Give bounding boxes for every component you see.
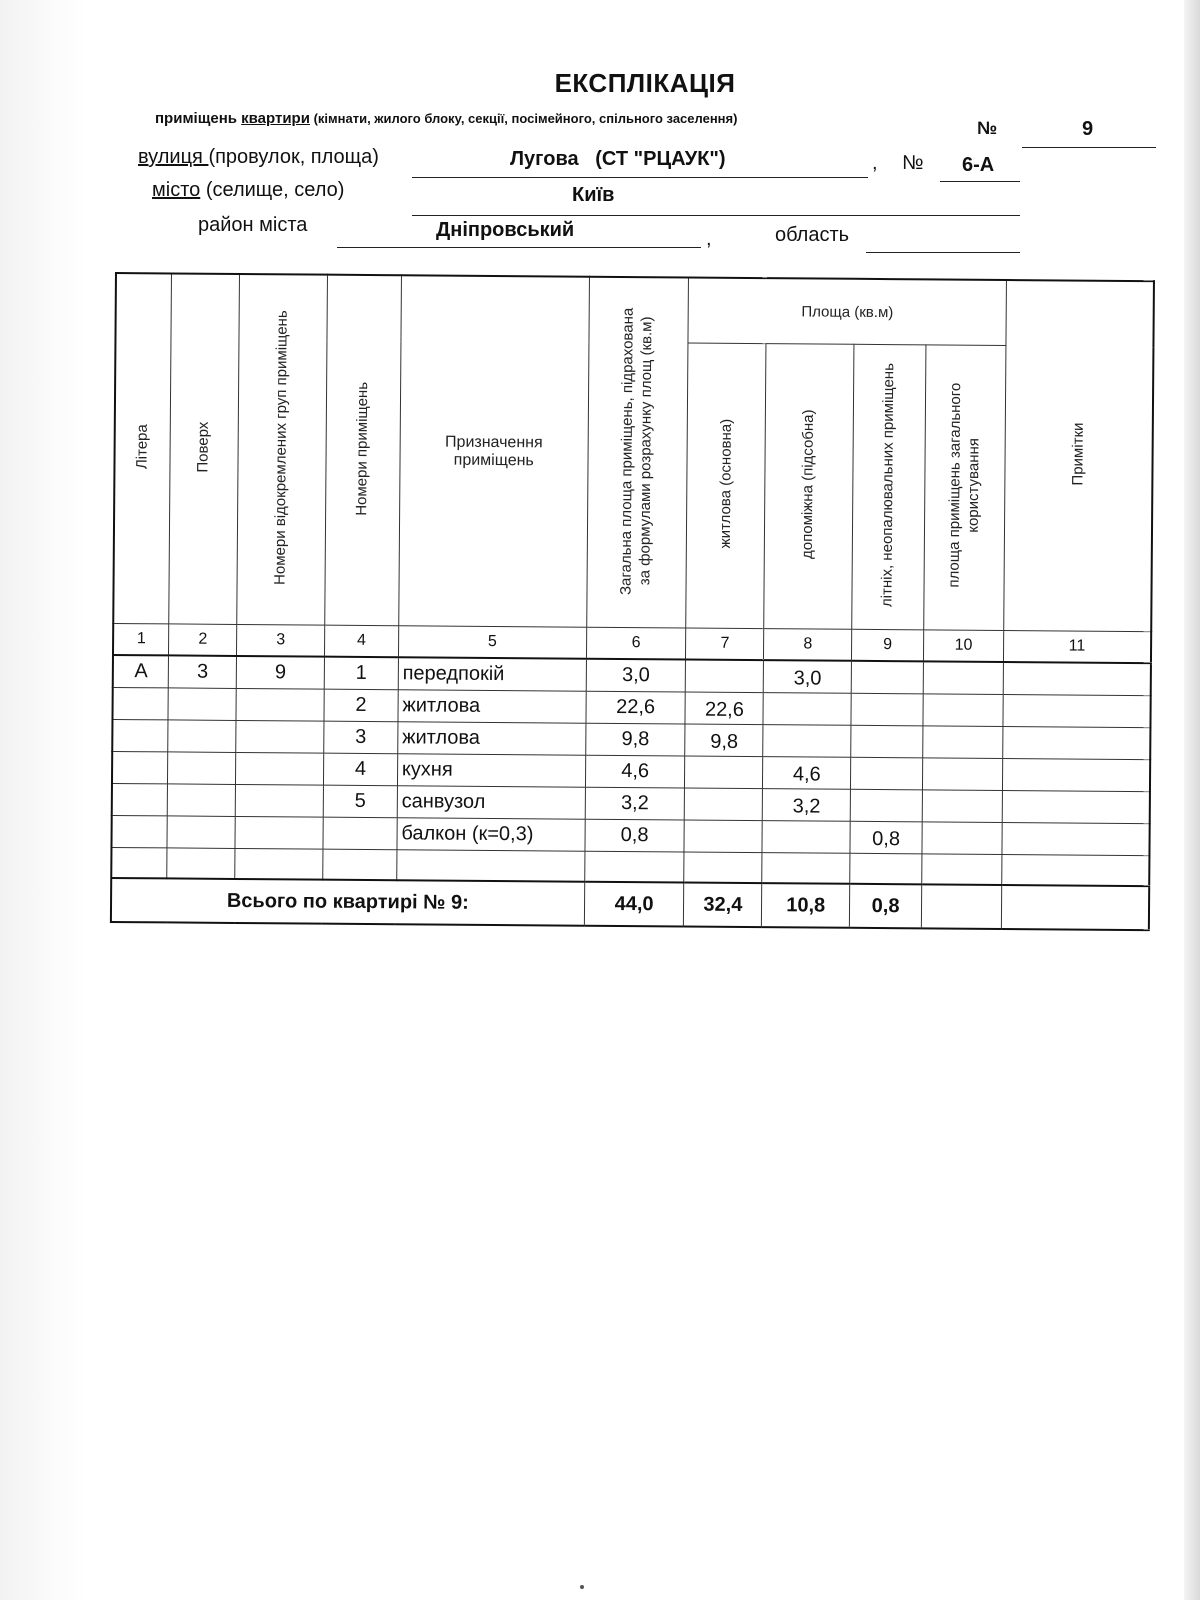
- district-value: Дніпровський: [436, 219, 575, 241]
- column-number: 11: [1003, 630, 1151, 663]
- column-number: 6: [586, 627, 686, 659]
- cell-notes: [1002, 758, 1150, 791]
- premises-type: квартири: [241, 110, 310, 127]
- cell-aux: 3,0: [764, 660, 852, 693]
- apartment-no-value: 9: [1082, 118, 1094, 140]
- cell-purpose: передпокій: [398, 657, 586, 691]
- column-number: 4: [324, 625, 398, 657]
- building-no-label: №: [902, 152, 924, 174]
- cell-summer: [851, 661, 923, 694]
- cell-litera: [112, 687, 168, 719]
- cell-living: 22,6: [685, 692, 763, 725]
- cell-poverkh: [167, 848, 235, 879]
- cell-group: [235, 848, 323, 879]
- cell-summer: [850, 789, 922, 822]
- cell-poverkh: [168, 720, 236, 753]
- building-no-rule: [940, 181, 1020, 182]
- cell-common: [922, 790, 1002, 823]
- column-number: 10: [923, 630, 1003, 662]
- cell-notes: [1003, 726, 1151, 759]
- cell-total: 0,8: [585, 819, 685, 852]
- header-summer: літніх, неопалювальних приміщень: [852, 344, 926, 630]
- header-total: Загальна площа приміщень, підрахована за формулами розрахунку площ (кв.м): [586, 277, 689, 628]
- header-litera: Літера: [113, 273, 172, 624]
- cell-common: [922, 822, 1002, 855]
- total-living: 32,4: [684, 882, 762, 927]
- cell-group: 9: [236, 656, 324, 689]
- street-comma: ,: [872, 152, 878, 174]
- premises-prefix: приміщень: [155, 110, 242, 127]
- cell-purpose: санвузол: [397, 786, 585, 819]
- scan-speck: [580, 1585, 584, 1589]
- header-living: житлова (основна): [686, 343, 766, 629]
- cell-summer: [850, 853, 922, 884]
- column-number: 5: [398, 626, 586, 659]
- cell-notes: [1003, 662, 1151, 696]
- cell-common: [922, 758, 1002, 791]
- street-label: вулиця (провулок, площа): [138, 146, 379, 168]
- cell-total: 3,2: [585, 787, 685, 820]
- cell-poverkh: [168, 752, 236, 785]
- cell-summer: 0,8: [850, 821, 922, 854]
- cell-common: [922, 854, 1002, 885]
- document-title: ЕКСПЛІКАЦІЯ: [554, 68, 736, 98]
- cell-group: [236, 752, 324, 785]
- city-value: Київ: [572, 184, 615, 206]
- cell-room: 4: [323, 753, 397, 786]
- cell-litera: [112, 751, 168, 783]
- cell-notes: [1002, 854, 1150, 886]
- cell-purpose: кухня: [397, 754, 585, 787]
- cell-aux: 3,2: [763, 789, 851, 822]
- cell-common: [923, 661, 1003, 694]
- cell-purpose: житлова: [398, 722, 586, 755]
- cell-poverkh: [168, 784, 236, 817]
- cell-room: [323, 849, 397, 880]
- cell-poverkh: [168, 688, 236, 721]
- cell-common: [923, 694, 1003, 727]
- cell-total: 9,8: [585, 723, 685, 756]
- cell-summer: [851, 725, 923, 758]
- cell-summer: [851, 693, 923, 726]
- column-number: 3: [237, 624, 325, 656]
- premises-type-options: (кімнати, жилого блоку, секції, посімейного, спільного заселення): [309, 111, 738, 126]
- cell-poverkh: [167, 816, 235, 849]
- cell-living: [685, 756, 763, 789]
- column-number: 7: [686, 628, 764, 660]
- cell-group: [235, 816, 323, 849]
- column-number: 1: [113, 623, 169, 655]
- cell-living: [684, 852, 762, 883]
- building-no-value: 6-А: [962, 154, 995, 176]
- total-notes: [1001, 885, 1149, 930]
- cell-litera: [112, 783, 168, 815]
- cell-room: 1: [324, 657, 398, 690]
- cell-purpose: житлова: [398, 690, 586, 723]
- total-area: 44,0: [584, 882, 684, 927]
- cell-purpose: балкон (к=0,3): [397, 818, 585, 851]
- cell-group: [235, 784, 323, 817]
- header-groups: Номери відокремлених груп приміщень: [237, 274, 328, 625]
- cell-notes: [1003, 694, 1151, 727]
- header-rooms: Номери приміщень: [325, 275, 402, 626]
- column-number: 9: [852, 629, 924, 661]
- cell-notes: [1002, 790, 1150, 823]
- cell-total: 4,6: [585, 755, 685, 788]
- cell-aux: 4,6: [763, 757, 851, 790]
- apartment-no-label: №: [977, 118, 998, 138]
- explication-table: [110, 272, 1155, 931]
- cell-common: [923, 726, 1003, 759]
- cell-litera: [111, 847, 167, 878]
- cell-living: 9,8: [685, 724, 763, 757]
- header-notes: Примітки: [1004, 280, 1154, 632]
- total-row: [111, 878, 1149, 930]
- cell-litera: А: [113, 655, 169, 688]
- cell-room: 5: [323, 785, 397, 818]
- district-comma: ,: [706, 228, 712, 250]
- cell-group: [236, 720, 324, 753]
- cell-total: [584, 851, 684, 882]
- total-common: [921, 884, 1001, 929]
- region-rule: [866, 252, 1020, 253]
- header-purpose: Призначення приміщень: [399, 275, 590, 627]
- cell-aux: [762, 821, 850, 854]
- cell-poverkh: 3: [169, 655, 237, 688]
- cell-summer: [851, 757, 923, 790]
- header-common: площа приміщень загального користування: [924, 345, 1006, 631]
- cell-living: [684, 820, 762, 853]
- scan-edge-right: [1184, 0, 1200, 1600]
- cell-aux: [762, 853, 850, 884]
- cell-total: 22,6: [586, 691, 686, 724]
- cell-room: 3: [324, 721, 398, 754]
- total-label: Всього по квартирі № 9:: [111, 878, 584, 926]
- header-area-group: Площа (кв.м): [688, 278, 1006, 346]
- cell-litera: [112, 719, 168, 751]
- street-value: Лугова (СТ "РЦАУК"): [510, 148, 726, 170]
- cell-aux: [763, 693, 851, 726]
- cell-living: [685, 788, 763, 821]
- street-rule: [412, 177, 868, 178]
- city-rule: [412, 215, 1020, 216]
- cell-living: [686, 659, 764, 692]
- cell-litera: [111, 815, 167, 847]
- cell-room: 2: [324, 689, 398, 722]
- scan-edge-left: [0, 0, 88, 1600]
- region-label: область: [775, 224, 850, 246]
- cell-total: 3,0: [586, 659, 686, 692]
- cell-group: [236, 688, 324, 721]
- premises-type-line: [155, 110, 737, 127]
- total-aux: 10,8: [762, 883, 850, 928]
- district-label: район міста: [198, 214, 308, 236]
- column-number: 2: [169, 624, 237, 656]
- city-label: місто (селище, село): [152, 179, 345, 201]
- district-rule: [337, 247, 701, 248]
- header-auxiliary: допоміжна (підсобна): [764, 344, 854, 630]
- cell-notes: [1002, 822, 1150, 855]
- total-summer: 0,8: [850, 884, 922, 929]
- cell-purpose: [397, 850, 585, 882]
- apartment-no-rule: [1022, 147, 1156, 148]
- header-poverkh: Поверх: [169, 273, 240, 624]
- cell-aux: [763, 725, 851, 758]
- cell-room: [323, 817, 397, 850]
- column-number: 8: [764, 629, 852, 661]
